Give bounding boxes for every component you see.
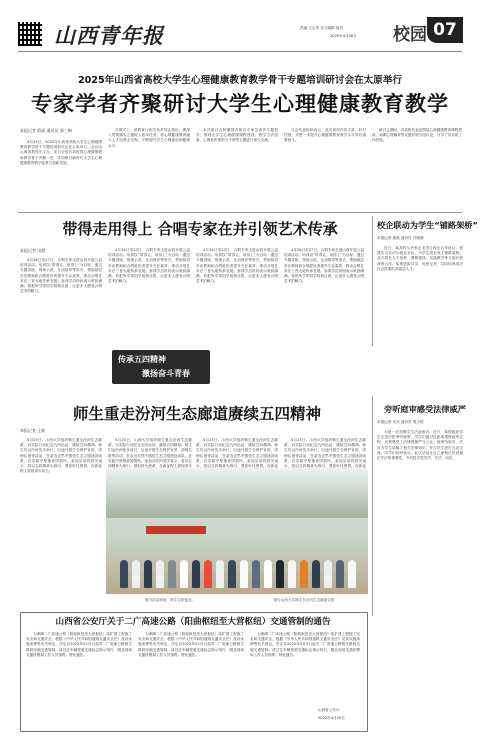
editor-line: 责编 王志英 实习编辑 周贺 bbox=[300, 26, 343, 30]
person bbox=[156, 560, 164, 588]
feature-side-divider bbox=[372, 216, 373, 346]
youth-side-body: 为进一步加强学生法治意识，近日，某校组织学生走进法院旁听庭审。学生们通过近距离观察庭审过程，直观感受了法律的威严与公正。庭审结束后，法官为学生讲解了相关法律知识，并与学生进行互动交流。同学们纷纷表示，此次活动让自己深刻认识到遵纪守法的重要性，今后将自觉学法、守法、用法。 bbox=[377, 430, 463, 461]
notice-col-3: 为保障二广高速公路（阳曲枢纽至大营枢纽）改扩建工程施工安全和交通安全，根据《中华人民共和国道路交通安全法》及其实施条例等有关规定，决定自2025年5月5日起对二广高速公路相关路段实施交通管制。请过往车辆按照交通标志指示绕行，服从现场交通民警和工作人员指挥。特此通告。 bbox=[250, 632, 360, 657]
youth-side-divider bbox=[372, 396, 373, 616]
youth-side-title: 旁听庭审感受法律威严 bbox=[384, 404, 466, 414]
person bbox=[324, 560, 332, 588]
person bbox=[204, 560, 212, 588]
lead-headline: 专家学者齐聚研讨大学生心理健康教育教学 bbox=[31, 92, 449, 116]
group-photo bbox=[106, 468, 368, 594]
person bbox=[252, 560, 260, 588]
qr-code bbox=[18, 22, 42, 46]
feature-side-byline: 本报记者 唐晨 通讯员 吕晓静 bbox=[377, 236, 424, 240]
photo-caption-left: 图为活动现场，师生合影留念。 bbox=[144, 598, 196, 602]
photo-banner bbox=[146, 526, 206, 534]
date-line: 2025年4月26日 bbox=[330, 34, 357, 38]
person bbox=[264, 560, 272, 588]
banner bbox=[112, 350, 210, 384]
masthead-logo: 山西青年报 bbox=[54, 24, 164, 48]
person bbox=[240, 560, 248, 588]
feature-col-4: 4月26日至27日，合唱专家走进山西开展公益培训活动。培训以“带得走、用得上”为目标，通过专题讲座、现场示范、互动指导等形式，帮助基层音乐教师和合唱爱好者提升专业素养，推动合唱艺术在三晋大地传承发展。参训学员纷纷表示收获满满，将把所学带回学校和社团，让更多人感受合唱艺术的魅力。 bbox=[284, 248, 364, 284]
notice-headline: 山西省公安厅关于二广高速公路（阳曲枢纽至大营枢纽）交通管制的通告 bbox=[55, 617, 331, 627]
person bbox=[288, 560, 296, 588]
person bbox=[276, 560, 284, 588]
notice-col-1: 为保障二广高速公路（阳曲枢纽至大营枢纽）改扩建工程施工安全和交通安全，根据《中华人民共和国道路交通安全法》及其实施条例等有关规定，决定自2025年5月5日起对二广高速公路相关路段实施交通管制。请过往车辆按照交通标志指示绕行，服从现场交通民警和工作人员指挥。特此通告。 bbox=[26, 632, 132, 657]
page-number: 07 bbox=[427, 17, 463, 43]
notice-col-2: 为保障二广高速公路（阳曲枢纽至大营枢纽）改扩建工程施工安全和交通安全，根据《中华人民共和国道路交通安全法》及其实施条例等有关规定，决定自2025年5月5日起对二广高速公路相关路段实施交通管制。请过往车辆按照交通标志指示绕行，服从现场交通民警和工作人员指挥。特此通告。 bbox=[138, 632, 244, 657]
lead-byline: 本报记者 薛丽 通讯员 郭三梅 bbox=[20, 128, 72, 133]
feature-headline: 带得走用得上 合唱专家在并引领艺术传承 bbox=[62, 220, 338, 238]
person bbox=[132, 560, 140, 588]
lead-kicker: 2025年山西省高校大学生心理健康教育教学骨干专题培训研讨会在太原举行 bbox=[77, 75, 403, 86]
person bbox=[180, 560, 188, 588]
person bbox=[348, 560, 356, 588]
photo-caption-right: 图为山西大学师生在汾河生态廊道合影 bbox=[273, 598, 335, 602]
lead-col-5: 研讨会期间，各高校代表还围绕心理健康教育课程思政、朋辈心理辅导等议题开展分组讨论，分享了各自的工作经验。 bbox=[372, 128, 462, 143]
youth-col-1: 4月25日，山西大学组织师生重走汾河生态廊道，以实际行动纪念五四运动，赓续五四精神。师生们沿汾河徒步前行，沿途开展生态保护宣讲、清理垃圾等活动，在亲近自然中感悟生态文明建设成果，在实践中厚植爱国情怀。参加活动的同学表示，将以五四精神为指引，勇担时代使命，在新征程上展现青年担当。 bbox=[20, 438, 102, 474]
feature-col-2: 4月26日至27日，合唱专家走进山西开展公益培训活动。培训以“带得走、用得上”为目标，通过专题讲座、现场示范、互动指导等形式，帮助基层音乐教师和合唱爱好者提升专业素养，推动合唱艺术在三晋大地传承发展。参训学员纷纷表示收获满满，将把所学带回学校和社团，让更多人感受合唱艺术的魅力。 bbox=[108, 248, 190, 284]
person bbox=[168, 560, 176, 588]
notice-signature: 山西省公安厅 bbox=[318, 708, 340, 712]
banner-bottom: 激扬奋斗青春 bbox=[142, 369, 190, 378]
feature-byline: 本报记者 田甜 bbox=[20, 248, 46, 253]
person bbox=[300, 560, 308, 588]
person bbox=[336, 560, 344, 588]
feature-col-1: 4月26日至27日，合唱专家走进山西开展公益培训活动。培训以“带得走、用得上”为目标，通过专题讲座、现场示范、互动指导等形式，帮助基层音乐教师和合唱爱好者提升专业素养，推动合唱艺术在三晋大地传承发展。参训学员纷纷表示收获满满，将把所学带回学校和社团，让更多人感受合唱艺术的魅力。 bbox=[20, 258, 102, 294]
feature-side-title: 校企联动为学生“铺路架桥” bbox=[377, 220, 478, 230]
person bbox=[192, 560, 200, 588]
youth-col-4: 4月25日，山西大学组织师生重走汾河生态廊道，以实际行动纪念五四运动，赓续五四精神。师生们沿汾河徒步前行，沿途开展生态保护宣讲、清理垃圾等活动，在亲近自然中感悟生态文明建设成果，在实践中厚植爱国情怀。参加活动的同学表示，将以五四精神为指引，勇担时代使命，在新征 bbox=[284, 438, 366, 469]
person bbox=[120, 560, 128, 588]
youth-col-2: 4月25日，山西大学组织师生重走汾河生态廊道，以实际行动纪念五四运动，赓续五四精神。师生们沿汾河徒步前行，沿途开展生态保护宣讲、清理垃圾等活动，在亲近自然中感悟生态文明建设成果，在实践中厚植爱国情怀。参加活动的同学表示，将以五四精神为指引，勇担时代使命，在新征程上展现青年 bbox=[108, 438, 192, 469]
youth-col-3: 4月25日，山西大学组织师生重走汾河生态廊道，以实际行动纪念五四运动，赓续五四精神。师生们沿汾河徒步前行，沿途开展生态保护宣讲、清理垃圾等活动，在亲近自然中感悟生态文明建设成果，在实践中厚植爱国情怀。参加活动的同学表示，将以五四精神为指引，勇担时代使命，在新征 bbox=[196, 438, 278, 469]
notice-date: 2025年4月25日 bbox=[318, 716, 345, 720]
person bbox=[144, 560, 152, 588]
lead-rule bbox=[18, 212, 462, 213]
person bbox=[216, 560, 224, 588]
youth-side-byline: 本报记者 吴宾 通讯员 胡少煜 bbox=[377, 420, 424, 424]
youth-headline: 师生重走汾河生态廊道赓续五四精神 bbox=[72, 405, 321, 423]
person bbox=[312, 560, 320, 588]
lead-col-2: 开幕式上，省教育厅相关负责同志指出，要深入贯彻落实立德树人根本任务，将心理健康教育融入人才培养全过程，不断提升学生心理素质和健康水平。 bbox=[108, 128, 190, 148]
feature-side-body: 近日，某高校与多家企业签订校企合作协议，搭建实习实训与就业平台，为学生成长成才铺路架桥。双方将在人才培养、课程建设、实践教学等方面开展深度合作，实现资源共享、优势互补，共同培养适应社会需要的高素质人才。 bbox=[377, 246, 463, 271]
lead-col-1: 4月25日，2025年山西省高校大学生心理健康教育教学骨干专题培训研讨会在太原举行。会议由山西省教育厅主办，来自全省各高校的心理健康教育教学骨干齐聚一堂，共同研讨新时代大学生心理健康教育教学改革与创新发展。 bbox=[20, 140, 102, 165]
person bbox=[228, 560, 236, 588]
masthead-rule bbox=[18, 51, 462, 52]
lead-col-4: 与会代表纷纷表示，此次培训内容丰富、针对性强，对进一步提升心理健康教育教学水平具有重要意义。 bbox=[284, 128, 366, 143]
feature-col-3: 4月26日至27日，合唱专家走进山西开展公益培训活动。培训以“带得走、用得上”为目标，通过专题讲座、现场示范、互动指导等形式，帮助基层音乐教师和合唱爱好者提升专业素养，推动合唱艺术在三晋大地传承发展。参训学员纷纷表示收获满满，将把所学带回学校和社团，让更多人感受合唱艺术的魅力。 bbox=[196, 248, 278, 284]
youth-byline: 本报记者 王新 bbox=[20, 428, 46, 433]
banner-top: 传承五四精神 bbox=[118, 355, 166, 364]
photo-trees bbox=[106, 468, 368, 518]
page-label: 校园 bbox=[393, 25, 427, 45]
lead-col-3: 本次研讨会特邀国内知名专家学者作专题报告，围绕大学生心理健康课程建设、教学方法创新、心理危机预防与干预等主题进行深入交流。 bbox=[196, 128, 278, 143]
